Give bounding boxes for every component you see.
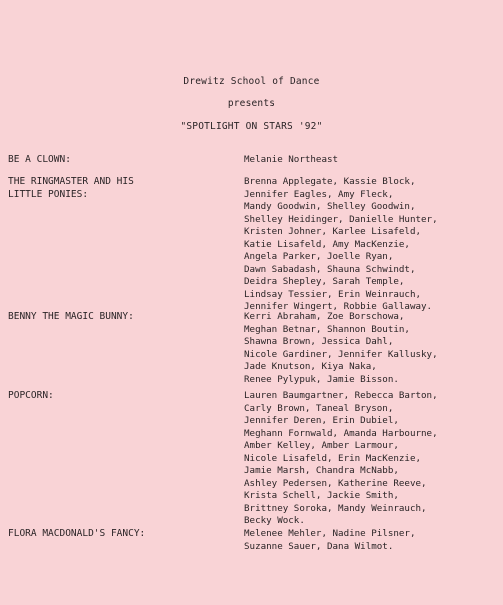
cast-line: Jennifer Deren, Erin Dubiel, [244,415,399,426]
cast-list [244,154,499,167]
cast-line: Brittney Soroka, Mandy Weinrauch, [244,502,427,514]
cast-line: Nicole Gardiner, Jennifer Kallusky, [244,348,438,360]
cast-line: Melenee Mehler, Nadine Pilsner, [244,528,416,539]
cast-line: Jennifer Eagles, Amy Fleck, [244,188,394,200]
cast-line: Kristen Johner, Karlee Lisafeld, [244,226,422,237]
cast-line: Becky Wock. [244,515,305,526]
cast-line: Lauren Baumgartner, Rebecca Barton, [244,390,438,401]
section-title: BENNY THE MAGIC BUNNY: [8,311,134,322]
section-title: POPCORN: [8,390,54,401]
cast-line: Deidra Shepley, Sarah Temple, [244,276,405,287]
cast-line: Nicole Lisafeld, Erin MacKenzie, [244,452,422,464]
cast-line: Jennifer Wingert, Robbie Gallaway. [244,301,433,312]
section-title: THE RINGMASTER AND HIS LITTLE PONIES: [8,176,134,200]
cast-list [244,528,499,553]
cast-line: Shelley Heidinger, Danielle Hunter, [244,213,438,225]
cast-line: Shawna Brown, Jessica Dahl, [244,336,394,347]
cast-line: Amber Kelley, Amber Larmour, [244,440,399,451]
presents-line: presents [227,98,276,109]
cast-line: Meghann Fornwald, Amanda Harbourne, [244,427,438,439]
cast-line: Angela Parker, Joelle Ryan, [244,251,394,262]
cast-line: Mandy Goodwin, Shelley Goodwin, [244,201,416,212]
cast-line: Melanie Northeast [244,154,339,165]
cast-list [244,176,499,314]
show-title: "SPOTLIGHT ON STARS '92" [180,121,323,132]
cast-list [244,311,499,386]
cast-line: Jamie Marsh, Chandra McNabb, [244,465,399,476]
cast-line: Suzanne Sauer, Dana Wilmot. [244,540,394,552]
cast-line: Kerri Abraham, Zoe Borschowa, [244,311,405,322]
cast-line: Jade Knutson, Kiya Naka, [244,361,377,372]
cast-line: Renee Pylypuk, Jamie Bisson. [244,373,399,385]
cast-line: Ashley Pedersen, Katherine Reeve, [244,477,427,489]
section-title: BE A CLOWN: [8,154,71,165]
cast-line: Meghan Betnar, Shannon Boutin, [244,323,410,335]
cast-line: Krista Schell, Jackie Smith, [244,490,399,501]
cast-line: Brenna Applegate, Kassie Block, [244,176,416,187]
cast-line: Lindsay Tessier, Erin Weinrauch, [244,288,422,300]
cast-list [244,390,499,528]
section-title: FLORA MACDONALD'S FANCY: [8,528,146,539]
cast-line: Dawn Sabadash, Shauna Schwindt, [244,263,416,275]
school-name: Drewitz School of Dance [183,76,320,87]
cast-line: Carly Brown, Taneal Bryson, [244,402,394,414]
cast-line: Katie Lisafeld, Amy MacKenzie, [244,238,410,250]
